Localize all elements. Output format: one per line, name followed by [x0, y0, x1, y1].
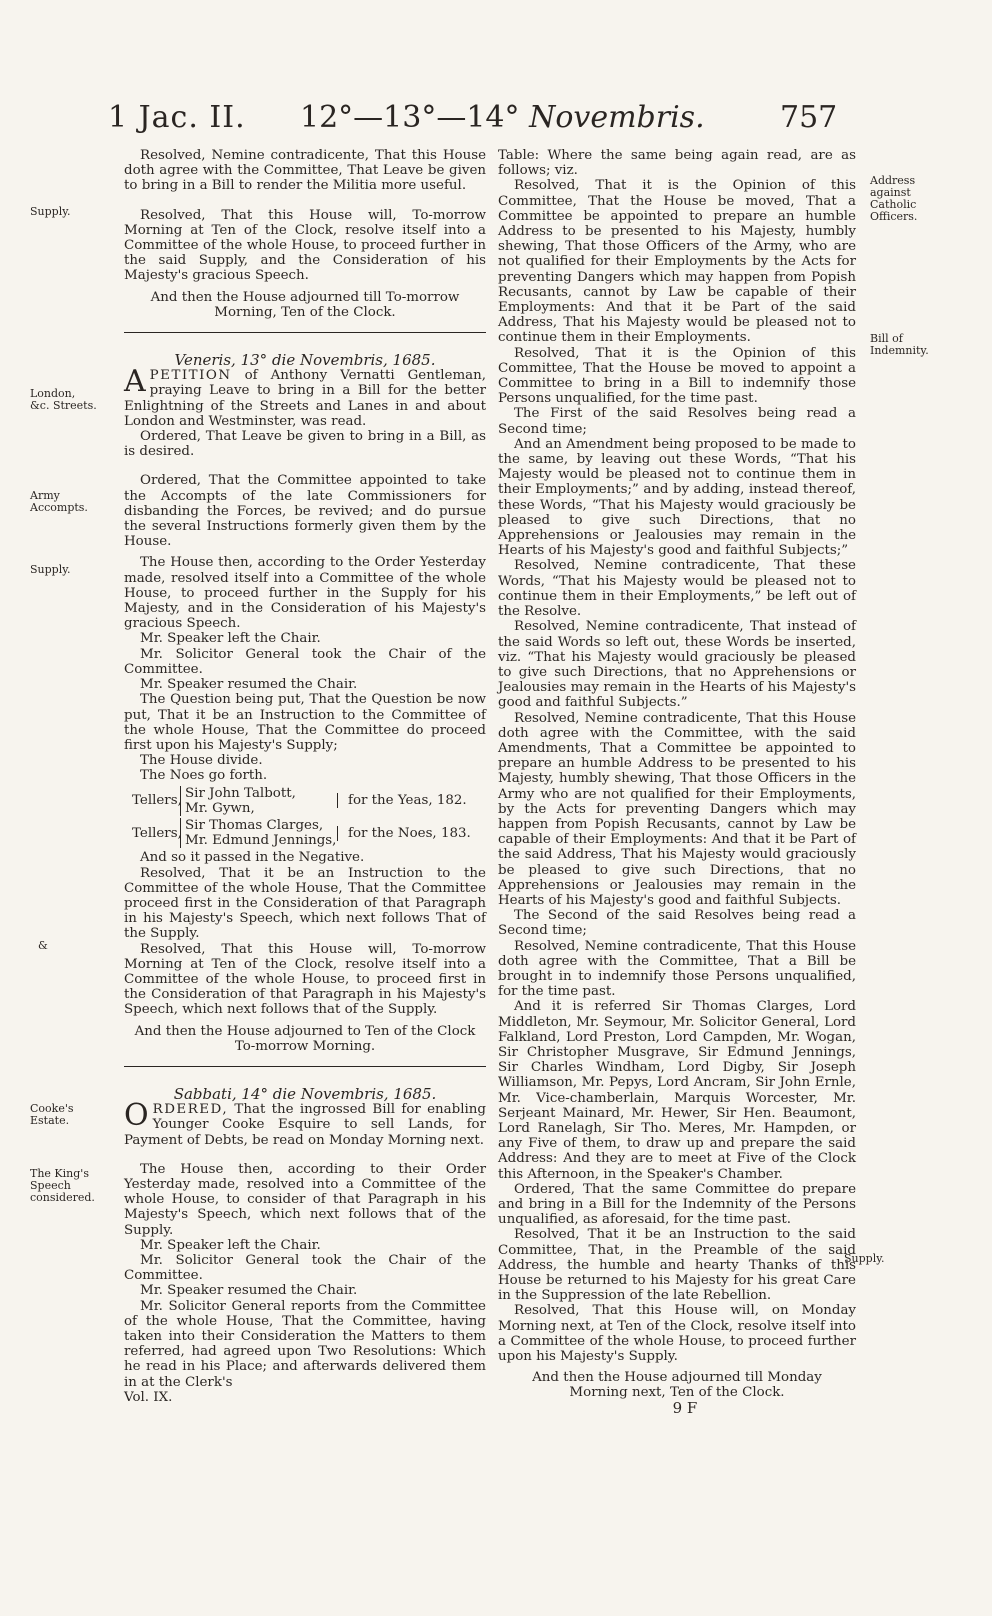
margin-note-supply-3: Supply. [844, 1252, 885, 1265]
page-header [0, 100, 992, 140]
paragraph-text: That the ingrossed Bill for enabling Younger Cooke Esquire to sell Lands, for Payment of Debts, be read on Monday Morning next. [124, 1102, 486, 1148]
tellers-names [180, 818, 337, 848]
tellers-label: Tellers, [132, 825, 182, 841]
paragraph: Mr. Speaker left the Chair. [140, 631, 321, 647]
tellers-count: for the Yeas, 182. [337, 793, 467, 808]
paragraph: The First of the said Resolves being read a Second time; [498, 406, 856, 437]
paragraph: The House divide. [140, 753, 263, 769]
paragraph: Resolved, That it is the Opinion of this Committee, That the House be moved, That a Committee be appointed to prepare an humble Address to be presented to his Majesty, humbly shewing, That those Officers of the Army, who are not qualified for their Employments by the Acts for preventing Dangers which may happen from Popish Recusants, cannot by Law be capable of their Employments: And that it be Part of the said Address, That his Majesty would be pleased not to continue them in their Employments. [498, 178, 856, 346]
paragraph: Resolved, That it is the Opinion of this Committee, That the House be moved to appoint a Committee to bring in a Bill to indemnify those Persons unqualified, for the time past. [498, 345, 856, 407]
adjournment: And then the House adjourned to Ten of the Clock To-morrow Morning. [134, 1023, 476, 1054]
paragraph: Resolved, That this House will, To-morrow Morning at Ten of the Clock, resolve itself into a Committee of the whole House, to proceed first in the Consideration of that Paragraph in his Majesty's Speech, which next follows that of the Supply. [124, 941, 486, 1018]
small-caps: PETITION [149, 368, 232, 384]
paragraph: Ordered, That Leave be given to bring in a Bill, as is desired. [124, 429, 486, 460]
paragraph: And it is referred Sir Thomas Clarges, Lord Middleton, Mr. Seymour, Mr. Solicitor General, Lord Falkland, Lord Preston, Lord Campden, Mr. Wogan, Sir Christopher Musgrave, Sir Edmund Jennings, Sir Charles Windham, Lord Digby, Sir Joseph Williamson, Mr. Pepys, Lord Ancram, Sir John Ernle, Mr. Vice-chamberlain, Marquis Worcester, Mr. Serjeant Mainard, Mr. Hewer, Sir Hen. Beaumont, Lord Ranelagh, Sir Tho. Meres, Mr. Hampden, or any Five of them, to draw up and prepare the said Address: And they are to meet at Five of the Clock this Afternoon, in the Speaker's Chamber. [498, 999, 856, 1182]
paragraph: And so it passed in the Negative. [140, 850, 365, 866]
paragraph: Resolved, That it be an Instruction to the said Committee, That, in the Preamble of the said Address, the humble and hearty Thanks of this House be returned to his Majesty for his great Care in the Suppression of the late Rebellion. [498, 1227, 856, 1304]
running-dates-numbers: 12°—13°—14° [300, 100, 520, 135]
paragraph: And an Amendment being proposed to be made to the same, by leaving out these Words, “That his Majesty would be pleased not to continue them in their Employments;” and by adding, instead thereof, these Words, “That his Majesty would graciously be pleased to give such Directions, that no Apprehensions or Jealousies may remain in the Hearts of his Majesty's good and faithful Subjects;” [498, 436, 856, 559]
adjournment: And then the House adjourned till To-morrow Morning, Ten of the Clock. [150, 289, 460, 320]
volume-mark: Vol. IX. [124, 1389, 173, 1405]
teller-name: Mr. Edmund Jennings, [185, 833, 337, 849]
paragraph: Ordered, That the Committee appointed to take the Accompts of the late Commissioners for disbanding the Forces, be revived; and do pursue the several Instructions formerly given them by the House. [124, 473, 486, 550]
tellers-names [180, 786, 337, 816]
margin-note-supply-2: Supply. [30, 563, 71, 576]
paragraph: The House then, according to their Order Yesterday made, resolved into a Committee of the whole House, to consider of that Paragraph in his Majesty's Speech, which next follows that of the Supply. [124, 1161, 486, 1238]
tellers-label: Tellers, [132, 793, 182, 809]
paragraph: Resolved, Nemine contradicente, That these Words, “That his Majesty would be pleased not to continue them in their Employments,” be left out of the Resolve. [498, 558, 856, 620]
margin-mark: & [38, 939, 48, 952]
page-number: 757 [780, 100, 838, 135]
section-divider [124, 332, 486, 333]
paragraph: Resolved, Nemine contradicente, That this House doth agree with the Committee, with the said Amendments, That a Committee be appointed to prepare an humble Address to be presented to his Majesty, humbly shewing, That those Officers in the Army who are not qualified for their Employments, by the Acts for preventing Dangers which may happen from Popish Recusants, cannot by Law be capable of their Employments: And that it be Part of the said Address, That his Majesty would graciously be pleased to give such Directions, that no Apprehensions or Jealousies may remain in the Hearts of his Majesty's good and faithful Subjects. [498, 710, 856, 908]
right-column [498, 148, 856, 1416]
margin-note-cookes-estate: Cooke's Estate. [30, 1102, 74, 1127]
paragraph: Mr. Speaker resumed the Chair. [140, 1283, 358, 1299]
margin-note-indemnity: Bill of Indemnity. [870, 332, 929, 357]
margin-note-supply: Supply. [30, 205, 71, 218]
signature-mark: 9 F [672, 1398, 698, 1417]
date-heading: Veneris, 13° die Novembris, 1685. [174, 351, 436, 370]
running-dates [300, 100, 705, 135]
tellers-count: for the Noes, 183. [337, 826, 471, 841]
paragraph: Resolved, That it be an Instruction to the Committee of the whole House, That the Committee proceed first in the Consideration of that Paragraph in his Majesty's Speech, which next follows That of the Supply. [124, 865, 486, 942]
paragraph: The Second of the said Resolves being read a Second time; [498, 908, 856, 939]
section-divider [124, 1066, 486, 1067]
date-heading: Sabbati, 14° die Novembris, 1685. [173, 1084, 437, 1103]
paragraph: Resolved, Nemine contradicente, That instead of the said Words so left out, these Words be inserted, viz. “That his Majesty would graciously be pleased to give such Directions, that no Apprehensions or Jealousies may remain in the Hearts of his Majesty's good and faithful Subjects.” [498, 619, 856, 711]
paragraph: Mr. Solicitor General took the Chair of the Committee. [124, 1253, 486, 1284]
paragraph-text: of Anthony Vernatti Gentleman, praying Leave to bring in a Bill for the better Enlightning of the Streets and Lanes in and about London and Westminster, was read. [124, 368, 486, 429]
paragraph: Resolved, Nemine contradicente, That this House doth agree with the Committee, That Leave be given to bring in a Bill to render the Militia more useful. [124, 148, 486, 194]
small-caps: RDERED, [152, 1102, 229, 1118]
paragraph: The Noes go forth. [140, 768, 268, 784]
drop-capital: A [124, 364, 146, 400]
drop-capital: O [124, 1098, 149, 1134]
paragraph [124, 1098, 486, 1148]
margin-note-london-streets: London, &c. Streets. [30, 387, 97, 412]
paragraph [124, 364, 486, 429]
paragraph: Table: Where the same being again read, are as follows; viz. [498, 148, 856, 179]
paragraph: Resolved, That this House will, on Monday Morning next, at Ten of the Clock, resolve itself into a Committee of the whole House, to proceed further upon his Majesty's Supply. [498, 1303, 856, 1365]
running-dates-month: Novembris. [529, 100, 705, 135]
paragraph: Resolved, That this House will, To-morrow Morning at Ten of the Clock, resolve itself into a Committee of the whole House, to proceed further in the said Supply, and the Consideration of his Majesty's gracious Speech. [124, 207, 486, 284]
paragraph: Mr. Solicitor General reports from the Committee of the whole House, That the Committee, having taken into their Consideration the Matters to them referred, had agreed upon Two Resolutions: Which he read in his Place; and afterwards delivered them in at the Clerk's [124, 1298, 486, 1390]
paragraph: The Question being put, That the Question be now put, That it be an Instruction to the Committee of the whole House, That the Committee do proceed first upon his Majesty's Supply; [124, 692, 486, 753]
margin-note-kings-speech: The King's Speech considered. [30, 1167, 95, 1204]
adjournment: And then the House adjourned till Monday Morning next, Ten of the Clock. [532, 1370, 822, 1401]
paragraph: Mr. Speaker resumed the Chair. [140, 677, 358, 693]
paragraph: Mr. Solicitor General took the Chair of the Committee. [124, 646, 486, 677]
paragraph: Resolved, Nemine contradicente, That this House doth agree with the Committee, That a Bill be brought in to indemnify those Persons unqualified, for the time past. [498, 938, 856, 1000]
tellers-noes [132, 818, 486, 848]
regnal-year: 1 Jac. II. [108, 100, 246, 135]
paragraph: Mr. Speaker left the Chair. [140, 1237, 321, 1253]
margin-note-address: Address against Catholic Officers. [870, 174, 918, 223]
paragraph: Ordered, That the same Committee do prepare and bring in a Bill for the Indemnity of the Persons unqualified, as aforesaid, for the time past. [498, 1181, 856, 1228]
teller-name: Sir Thomas Clarges, [185, 817, 324, 833]
margin-note-army-accompts: Army Accompts. [30, 489, 88, 514]
tellers-yeas [132, 786, 486, 816]
paragraph: The House then, according to the Order Yesterday made, resolved itself into a Committee of the whole House, to proceed further in the Supply for his Majesty, and in the Consideration of his Majesty's gracious Speech. [124, 555, 486, 632]
teller-name: Sir John Talbott, [185, 785, 296, 801]
teller-name: Mr. Gywn, [185, 800, 255, 816]
left-column [124, 148, 486, 1405]
